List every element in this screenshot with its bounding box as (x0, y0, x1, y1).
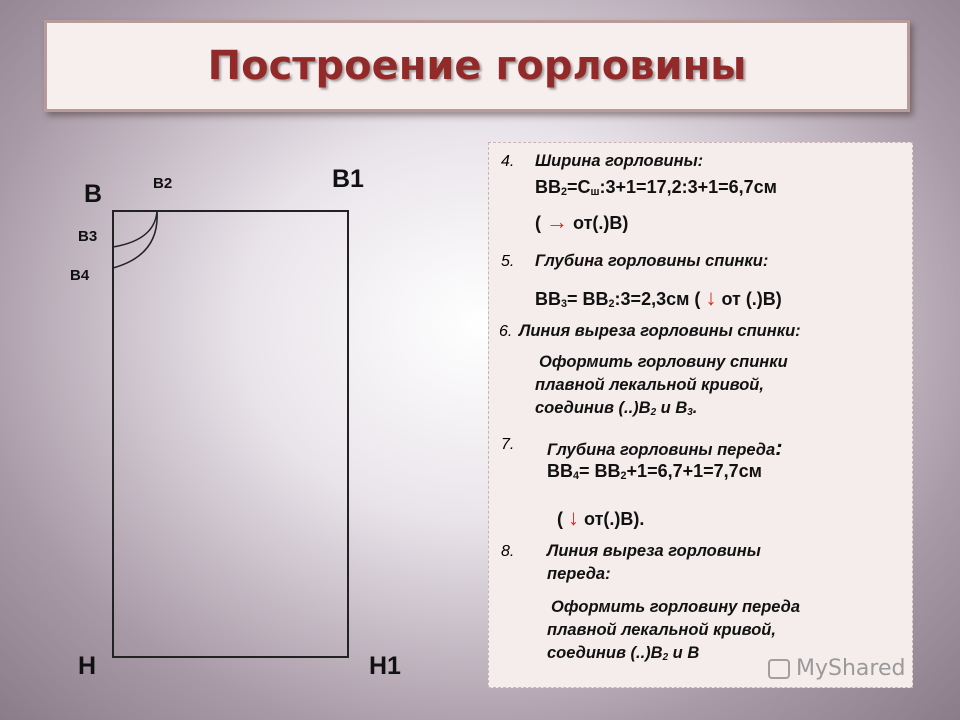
step-4-direction: ( → от(.)В) (535, 209, 629, 234)
point-label-h: Н (78, 652, 97, 680)
step-6-text-1: Оформить горловину спинки (539, 353, 788, 371)
step-7-formula: $ВВ_4= ВВ_2+1=6,7+1=7,7см$ (547, 461, 762, 482)
arrow-down-icon: ↓ (705, 285, 717, 310)
arrow-right-icon: → (546, 209, 569, 234)
step-5-title: Глубина горловины спинки: (535, 252, 769, 270)
point-label-b1: В1 (332, 165, 364, 193)
step-6-text-2: плавной лекальной кривой, (535, 376, 764, 394)
step-8-text-3: соединив $(..)В_2$ и В (547, 644, 700, 663)
myshared-watermark: MyShared (768, 656, 905, 681)
instructions-panel (488, 142, 913, 688)
step-4-number: 4. (501, 153, 515, 170)
point-label-b3: В3 (78, 228, 98, 245)
step-8-title-line-2: переда: (547, 565, 611, 583)
slide-title: Построение горловины (207, 43, 747, 89)
step-6-text-3: соединив $(..)В_2$ и $В_3$. (535, 399, 698, 418)
point-label-h1: Н1 (369, 652, 401, 680)
front-neckline-curve (113, 211, 157, 268)
myshared-logo-icon (768, 659, 790, 679)
step-6-title: Линия выреза горловины спинки: (519, 322, 801, 340)
step-5-formula: $ВВ_3=$ $ВВ_2:3=2,3см$ ( ↓ от (.)В) (535, 285, 782, 310)
pattern-rectangle (113, 211, 348, 657)
step-7-number: 7. (501, 436, 515, 453)
point-label-b: В (84, 180, 103, 208)
step-8-text-1: Оформить горловину переда (551, 598, 801, 616)
step-6-number: 6. (499, 323, 513, 340)
step-5-number: 5. (501, 253, 515, 270)
step-8-text-2: плавной лекальной кривой, (547, 621, 776, 639)
step-7-title: Глубина горловины переда: (547, 435, 783, 460)
step-7-direction: ( ↓ от(.)В). (557, 505, 645, 530)
step-4-title: Ширина горловины: (535, 152, 704, 170)
step-8-number: 8. (501, 543, 515, 560)
step-4-formula: $ВВ_2=С_ш:3+1=17,2:3+1=6,7см$ (535, 177, 777, 198)
arrow-down-icon: ↓ (568, 505, 580, 530)
step-8-title-line-1: Линия выреза горловины (547, 542, 761, 560)
point-label-b2: В2 (153, 175, 173, 192)
point-label-b4: В4 (70, 267, 90, 284)
